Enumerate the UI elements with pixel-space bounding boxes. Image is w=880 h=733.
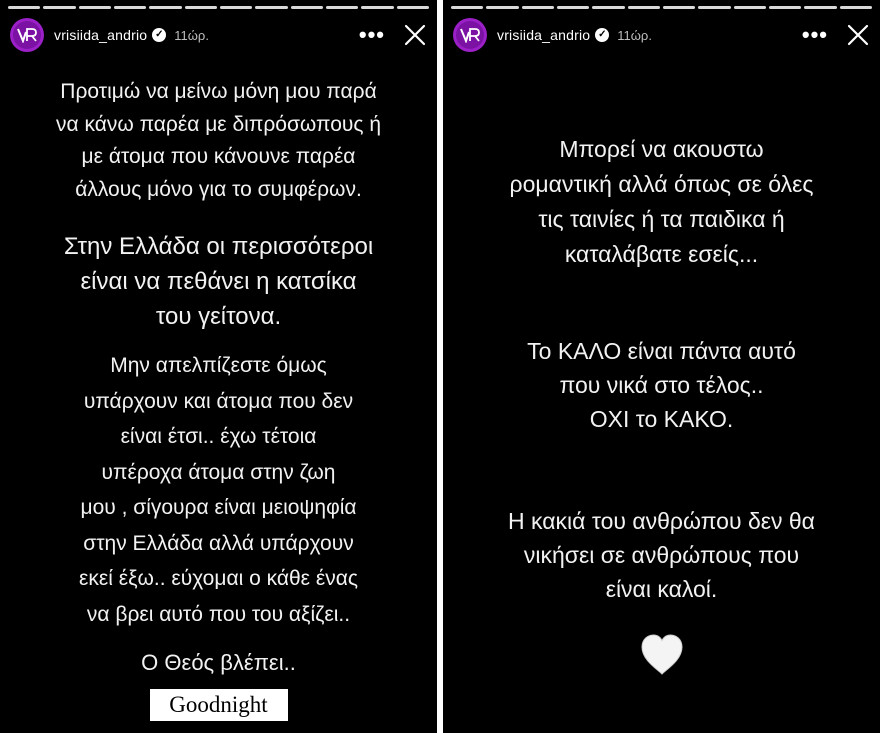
avatar[interactable] <box>10 18 44 52</box>
story-text-block: Το ΚΑΛΟ είναι πάντα αυτό που νικά στο τέλος.. ΟΧΙ το ΚΑΚΟ. <box>527 338 796 432</box>
story-panel-left[interactable] <box>0 0 437 733</box>
username[interactable]: vrisiida_andrio <box>54 27 148 43</box>
story-text-block: Ο Θεός βλέπει.. <box>141 650 296 675</box>
progress-segment <box>149 6 181 9</box>
progress-segment <box>663 6 695 9</box>
progress-segment <box>451 6 483 9</box>
progress-segment <box>255 6 287 9</box>
post-time: 11ώρ. <box>174 27 209 43</box>
vr-logo-icon <box>459 27 481 43</box>
progress-segment <box>804 6 836 9</box>
story-header <box>453 18 870 52</box>
story-text-block: Η κακιά του ανθρώπου δεν θα νικήσει σε ανθρώπους που είναι καλοί. <box>508 508 815 602</box>
progress-segment <box>79 6 111 9</box>
progress-segment <box>220 6 252 9</box>
more-options-icon[interactable]: ••• <box>358 22 385 47</box>
progress-segment <box>291 6 323 9</box>
progress-segment <box>840 6 872 9</box>
story-text-block: Μην απελπίζεστε όμως υπάρχουν και άτομα που δεν είναι έτσι.. έχω τέτοια υπέροχα άτομα στην ζωη μου , σίγουρα είναι μειοψηφία στην Ελλάδα αλλά υπάρχουν εκεί έξω.. εύχομαι ο κάθε ένας να βρει αυτό που του αξίζει.. <box>78 354 358 626</box>
more-options-icon[interactable]: ••• <box>801 22 828 47</box>
progress-segment <box>361 6 393 9</box>
avatar[interactable] <box>453 18 487 52</box>
progress-segment <box>43 6 75 9</box>
progress-segment <box>8 6 40 9</box>
progress-segment <box>397 6 429 9</box>
progress-segment <box>734 6 766 9</box>
progress-segment <box>592 6 624 9</box>
progress-segment <box>486 6 518 9</box>
white-heart-icon <box>639 632 685 676</box>
story-text-block: Μπορεί να ακουστω ρομαντική αλλά όπως σε όλες τις ταινίες ή τα παιδικα ή καταλάβατε εσείς... <box>509 136 814 267</box>
progress-segment <box>628 6 660 9</box>
progress-segment <box>557 6 589 9</box>
post-time: 11ώρ. <box>617 27 652 43</box>
vr-logo-icon <box>16 27 38 43</box>
close-icon[interactable] <box>403 23 427 47</box>
goodnight-sticker: Goodnight <box>150 689 288 721</box>
progress-segment <box>326 6 358 9</box>
progress-segment <box>769 6 801 9</box>
story-progress-bar <box>451 6 872 9</box>
close-icon[interactable] <box>846 23 870 47</box>
progress-segment <box>522 6 554 9</box>
story-text-block: Στην Ελλάδα οι περισσότεροι είναι να πεθάνει η κατσίκα του γείτονα. <box>63 233 374 330</box>
verified-badge-icon: ✓ <box>152 28 166 42</box>
progress-segment <box>114 6 146 9</box>
story-panel-right[interactable] <box>443 0 880 733</box>
progress-segment <box>185 6 217 9</box>
story-text-block: Προτιμώ να μείνω μόνη μου παρά να κάνω παρέα με διπρόσωπους ή με άτομα που κάνουνε παρέα άλλους μόνο για το συμφέρων. <box>55 80 382 201</box>
story-header <box>10 18 427 52</box>
progress-segment <box>698 6 730 9</box>
verified-badge-icon: ✓ <box>595 28 609 42</box>
username[interactable]: vrisiida_andrio <box>497 27 591 43</box>
goodnight-sticker-wrap <box>0 689 437 721</box>
story-progress-bar <box>8 6 429 9</box>
